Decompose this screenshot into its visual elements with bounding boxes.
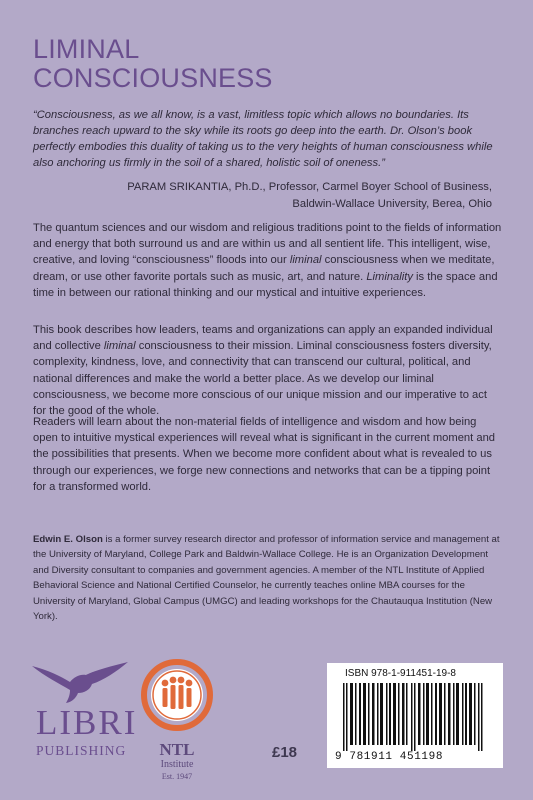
- description-paragraph-2: [33, 322, 503, 419]
- p2-emphasis-1: liminal: [103, 340, 136, 353]
- p1-text-2: consciousness when we meditate, dream, or use other favorite portals such as music, art, and nature.: [33, 254, 495, 283]
- barcode-icon: [335, 683, 495, 751]
- title-line-1: LIMINAL: [33, 34, 140, 64]
- attribution-line-1: PARAM SRIKANTIA, Ph.D., Professor, Carmel Boyer School of Business,: [127, 181, 492, 193]
- ntl-established-label: Est. 1947: [161, 772, 193, 781]
- p1-text-1: The quantum sciences and our wisdom and religious traditions point to the fields of information and energy that both surround us and are within us and all sentient life. This intelligent, wise, creative, and loving “consciousness” floods into our: [33, 222, 502, 267]
- author-bio: [33, 532, 503, 624]
- eagle-icon: [30, 660, 130, 704]
- libri-subtitle: PUBLISHING: [36, 743, 127, 758]
- page-title: [33, 35, 273, 93]
- p1-text-3: is the space and time in between our rational thinking and our mystical and intuitive experiences.: [33, 270, 498, 299]
- p1-emphasis-1: liminal: [289, 254, 322, 267]
- attribution-line-2: Baldwin-Wallace University, Berea, Ohio: [292, 198, 492, 210]
- price-label: £18: [272, 744, 298, 761]
- p2-text-2: consciousness to their mission. Liminal consciousness fosters diversity, complexity, kindness, love, and connectivity that can transcend our cultural, political, and national differences and make the world a better place. As we develop our liminal consciousness, we become more conscious of our unique mission and our imperative to act for the good of the whole.: [33, 340, 492, 418]
- isbn-label: ISBN 978-1-911451-19-8: [345, 668, 456, 679]
- p1-emphasis-2: Liminality: [366, 270, 413, 283]
- description-paragraph-1: [33, 220, 503, 301]
- ntl-institute-label: Institute: [160, 759, 194, 770]
- author-name: Edwin E. Olson: [33, 534, 103, 545]
- isbn-digits: 9 781911 451198: [335, 751, 444, 763]
- endorsement-attribution: [112, 179, 492, 213]
- libri-wordmark: LIBRI: [36, 703, 138, 742]
- ntl-institute-logo: [140, 655, 214, 785]
- title-line-2: CONSCIOUSNESS: [33, 63, 273, 93]
- ntl-emblem-icon: [140, 655, 214, 739]
- p2-text-1: This book describes how leaders, teams and organizations can apply an expanded individual and collective: [33, 324, 493, 353]
- isbn-barcode-box: [327, 663, 503, 768]
- author-bio-text: is a former survey research director and professor of information service and management at the University of Maryland, College Park and Baldwin-Wallace College. He is an Organization Development and Diversity consultant to companies and government agencies. A member of the NTL Institute of Applied Behavioral Science and National Certified Counselor, he currently teaches online MBA courses for the University of Maryland, Global Campus (UMGC) and leading workshops for the Chautauqua Institution (New York).: [33, 534, 500, 623]
- description-paragraph-3: Readers will learn about the non-material fields of intelligence and wisdom and how being open to intuitive mystical experiences will reveal what is significant in the current moment and the possibilities that presents. When we become more confident about what is revealed to us through our experiences, we forge new connections and networks that can be a tipping point for a transformed world.: [33, 416, 496, 493]
- endorsement-quote: “Consciousness, as we all know, is a vast, limitless topic which allows no boundaries. Its branches reach upward to the sky while its roots go deep into the earth. Dr. Olson’s book perfectly embodies this duality of taking us to the very heights of human consciousness while also anchoring us firmly in the soil of a shared, holistic soil of oneness.”: [33, 109, 493, 169]
- ntl-wordmark: NTL: [159, 740, 195, 759]
- libri-publishing-logo: [26, 660, 136, 770]
